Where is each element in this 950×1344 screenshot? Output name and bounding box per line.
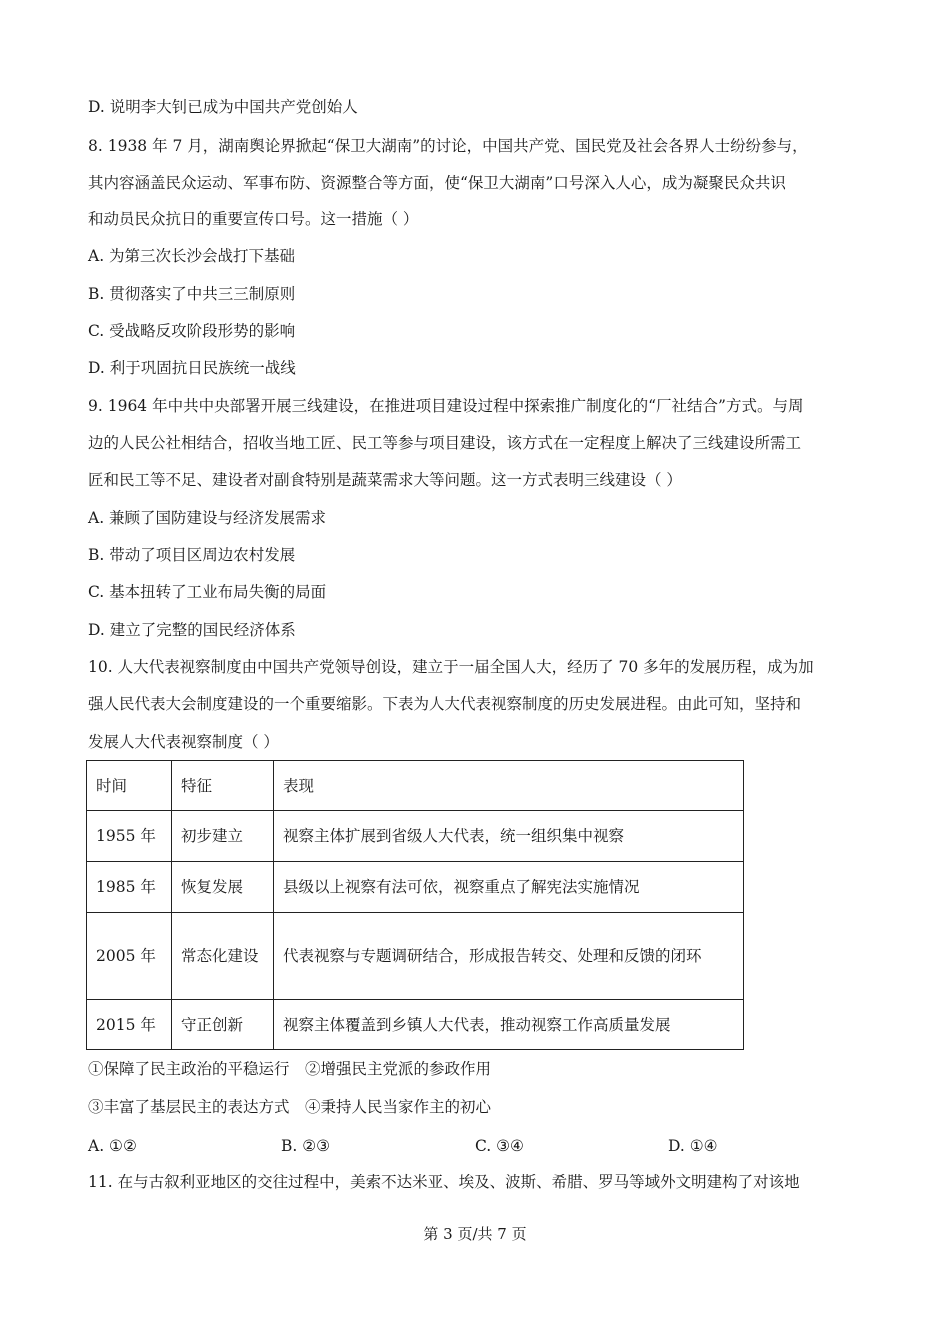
q10-option-b: B. ②③ [281,1137,331,1155]
q10-option-d: D. ①④ [668,1137,718,1155]
table-row [87,862,744,913]
q9-stem-line-3: 匠和民工等不足、建设者对副食特别是蔬菜需求大等问题。这一方式表明三线建设（ ） [88,471,682,489]
q11-stem-line-1: 11. 在与古叙利亚地区的交往过程中，美索不达米亚、埃及、波斯、希腊、罗马等域外文明建构了对该地 [88,1173,800,1191]
q9-stem-line-1: 9. 1964 年中共中央部署开展三线建设，在推进项目建设过程中探索推广制度化的“厂社结合”方式。与周 [88,397,804,415]
table-cell-performance: 视察主体扩展到省级人大代表，统一组织集中视察 [274,811,744,862]
q8-stem-line-1: 8. 1938 年 7 月，湖南舆论界掀起“保卫大湖南”的讨论，中国共产党、国民党及社会各界人士纷纷参与， [88,137,808,155]
q10-stem-line-2: 强人民代表大会制度建设的一个重要缩影。下表为人大代表视察制度的历史发展进程。由此可知，坚持和 [88,695,802,713]
q9-stem-line-2: 边的人民公社相结合，招收当地工匠、民工等参与项目建设，该方式在一定程度上解决了三线建设所需工 [88,434,802,452]
table-header-cell: 时间 [87,761,172,811]
q8-option-a: A. 为第三次长沙会战打下基础 [88,247,296,265]
table-cell-performance: 县级以上视察有法可依，视察重点了解宪法实施情况 [274,862,744,913]
q10-statements-line-1: ①保障了民主政治的平稳运行 ②增强民主党派的参政作用 [88,1060,492,1078]
q10-options [88,1136,788,1156]
table-cell-year: 2005 年 [87,913,172,1000]
q9-option-a: A. 兼顾了国防建设与经济发展需求 [88,509,327,527]
q10-option-c: C. ③④ [475,1137,524,1155]
q10-table [86,760,744,1050]
q9-option-d: D. 建立了完整的国民经济体系 [88,621,296,639]
page-footer: 第 3 页/共 7 页 [423,1225,527,1243]
table-cell-performance: 视察主体覆盖到乡镇人大代表，推动视察工作高质量发展 [274,1000,744,1050]
q10-stem-line-3: 发展人大代表视察制度（ ） [88,733,279,751]
table-cell-year: 2015 年 [87,1000,172,1050]
table-cell-feature: 初步建立 [172,811,274,862]
q10-statements-line-2: ③丰富了基层民主的表达方式 ④秉持人民当家作主的初心 [88,1098,492,1116]
table-row [87,811,744,862]
table-header-cell: 表现 [274,761,744,811]
q7-option-d: D. 说明李大钊已成为中国共产党创始人 [88,98,358,116]
q8-option-c: C. 受战略反攻阶段形势的影响 [88,322,296,340]
table-cell-feature: 常态化建设 [172,913,274,1000]
table-header-row [87,761,744,811]
table-cell-feature: 守正创新 [172,1000,274,1050]
table-row [87,1000,744,1050]
table-row [87,913,744,1000]
q8-stem-line-2: 其内容涵盖民众运动、军事布防、资源整合等方面，使“保卫大湖南”口号深入人心，成为凝聚民众共识 [88,174,786,192]
q9-option-c: C. 基本扭转了工业布局失衡的局面 [88,583,327,601]
q8-option-b: B. 贯彻落实了中共三三制原则 [88,285,296,303]
table-cell-performance: 代表视察与专题调研结合，形成报告转交、处理和反馈的闭环 [274,913,744,1000]
q10-option-a: A. ①② [88,1137,137,1155]
q8-option-d: D. 利于巩固抗日民族统一战线 [88,359,296,377]
table-cell-year: 1985 年 [87,862,172,913]
q9-option-b: B. 带动了项目区周边农村发展 [88,546,296,564]
table-header-cell: 特征 [172,761,274,811]
q10-stem-line-1: 10. 人大代表视察制度由中国共产党领导创设，建立于一届全国人大，经历了 70 多年的发展历程，成为加 [88,658,814,676]
table-cell-year: 1955 年 [87,811,172,862]
q8-stem-line-3: 和动员民众抗日的重要宣传口号。这一措施（ ） [88,210,419,228]
table-cell-feature: 恢复发展 [172,862,274,913]
